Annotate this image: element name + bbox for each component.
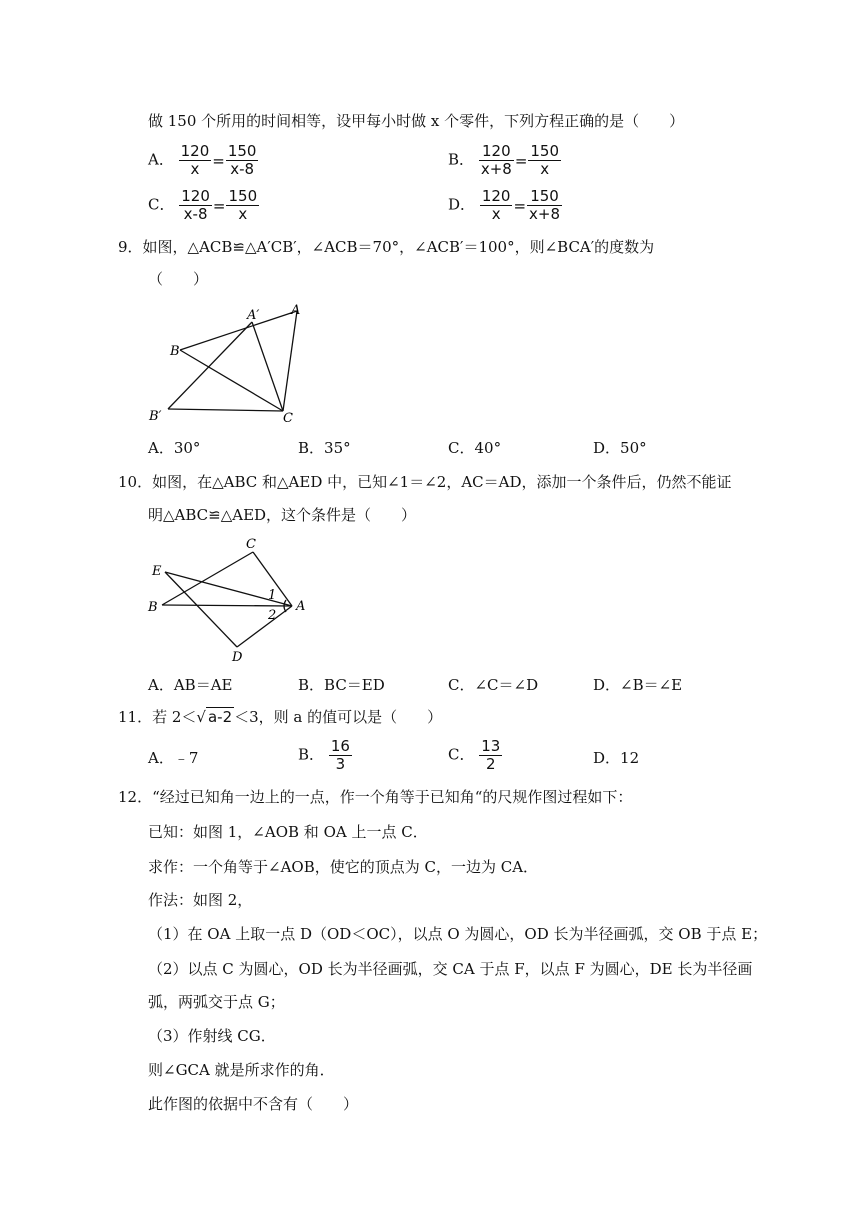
option-label: D． [593,749,621,767]
q11-option-d[interactable] [593,748,639,768]
q11-suffix: ＜3，则 a 的值可以是（ ） [234,708,443,726]
label-a: A [296,599,306,614]
q9-option-d[interactable]: D．50° [593,439,647,457]
fraction: $\frac{120}{x+8}$ [480,142,512,178]
q10-triangle-figure [140,535,320,665]
q9-option-c[interactable]: C．40° [448,439,502,457]
label-b: B [170,344,180,359]
fraction: $\frac{150}{x-8}$ [227,142,257,178]
equals-sign: = [212,196,226,215]
angle-2-label: 2 [268,608,277,623]
q8-option-d[interactable] [448,188,562,223]
q9-option-a[interactable]: A．30° [148,439,201,457]
option-label: A． [148,749,174,767]
q11-stem [118,706,442,728]
label-a: A [291,303,301,318]
q9-stem-line1: 9．如图，△ACB≌△A′CB′，∠ACB＝70°，∠ACB′＝100°，则∠BCA′的度数为 [118,238,655,256]
q10-option-b[interactable]: B．BC＝ED [298,676,385,694]
q8-option-a[interactable] [148,143,258,178]
q11-option-a[interactable] [148,748,198,768]
q12-line-4: 作法：如图 2， [148,891,253,909]
label-b-prime: B′ [149,409,162,424]
q9-stem-line2: （ ） [148,270,209,288]
q10-stem-line2: 明△ABC≌△AED，这个条件是（ ） [148,506,417,524]
q10-stem-line1: 10．如图，在△ABC 和△AED 中，已知∠1＝∠2，AC＝AD，添加一个条件后，仍然不能证 [118,473,732,491]
q8-option-c[interactable] [148,188,259,223]
radicand: a-2 [207,708,233,726]
q12-line-7: 弧，两弧交于点 G； [148,993,285,1011]
q10-option-d[interactable]: D．∠B＝∠E [593,676,683,694]
q8-stem: 做 150 个所用的时间相等，设甲每小时做 x 个零件，下列方程正确的是（ ） [148,112,685,130]
fraction: $\frac{120}{x}$ [481,187,511,223]
fraction: $\frac{150}{x+8}$ [529,187,561,223]
option-label: A． [148,150,174,169]
option-value: ﹣7 [173,749,199,767]
label-b: B [148,600,158,615]
q12-line-5: （1）在 OA 上取一点 D（OD＜OC），以点 O 为圆心，OD 长为半径画弧，交 OB 于点 E； [148,925,768,943]
label-e: E [152,564,162,579]
angle-1-label: 1 [268,588,277,603]
q12-line-9: 则∠GCA 就是所求作的角． [148,1061,335,1079]
label-a-prime: A′ [247,308,260,323]
q12-line-3: 求作：一个角等于∠AOB，使它的顶点为 C，一边为 CA． [148,858,539,876]
fraction: $\frac{16}{3}$ [330,737,350,773]
fraction: $\frac{120}{x-8}$ [181,187,210,223]
q12-line-8: （3）作射线 CG． [148,1027,276,1045]
option-label: C． [448,745,475,764]
q10-option-a[interactable]: A．AB＝AE [148,676,233,694]
option-label: B． [298,745,325,764]
option-label: C． [148,195,175,214]
q9-triangle-figure [140,300,320,425]
equals-sign: = [212,151,225,170]
option-label: D． [448,195,476,214]
q11-prefix: 11．若 2＜ [118,708,197,726]
q12-line-2: 已知：如图 1，∠AOB 和 OA 上一点 C． [148,823,428,841]
label-d: D [232,650,243,665]
fraction: $\frac{120}{x}$ [180,142,210,178]
fraction: $\frac{150}{x}$ [530,142,560,178]
label-c: C [283,411,293,425]
q12-line-10: 此作图的依据中不含有（ ） [148,1095,359,1113]
q8-option-b[interactable] [448,143,561,178]
q11-option-b[interactable] [298,738,352,773]
q9-option-b[interactable]: B．35° [298,439,351,457]
q12-line-6: （2）以点 C 为圆心，OD 长为半径画弧，交 CA 于点 F，以点 F 为圆心，DE 长为半径画 [148,960,753,978]
fraction: $\frac{150}{x}$ [228,187,258,223]
fraction: $\frac{13}{2}$ [481,737,501,773]
label-c: C [246,537,256,552]
equals-sign: = [513,196,527,215]
q11-option-c[interactable] [448,738,502,773]
square-root: √ a-2 [196,708,233,726]
option-label: B． [448,150,475,169]
option-value: 12 [620,749,640,767]
q12-line-1: 12．“经过已知角一边上的一点，作一个角等于已知角“的尺规作图过程如下： [118,788,633,806]
equals-sign: = [514,151,528,170]
q10-option-c[interactable]: C．∠C＝∠D [448,676,539,694]
